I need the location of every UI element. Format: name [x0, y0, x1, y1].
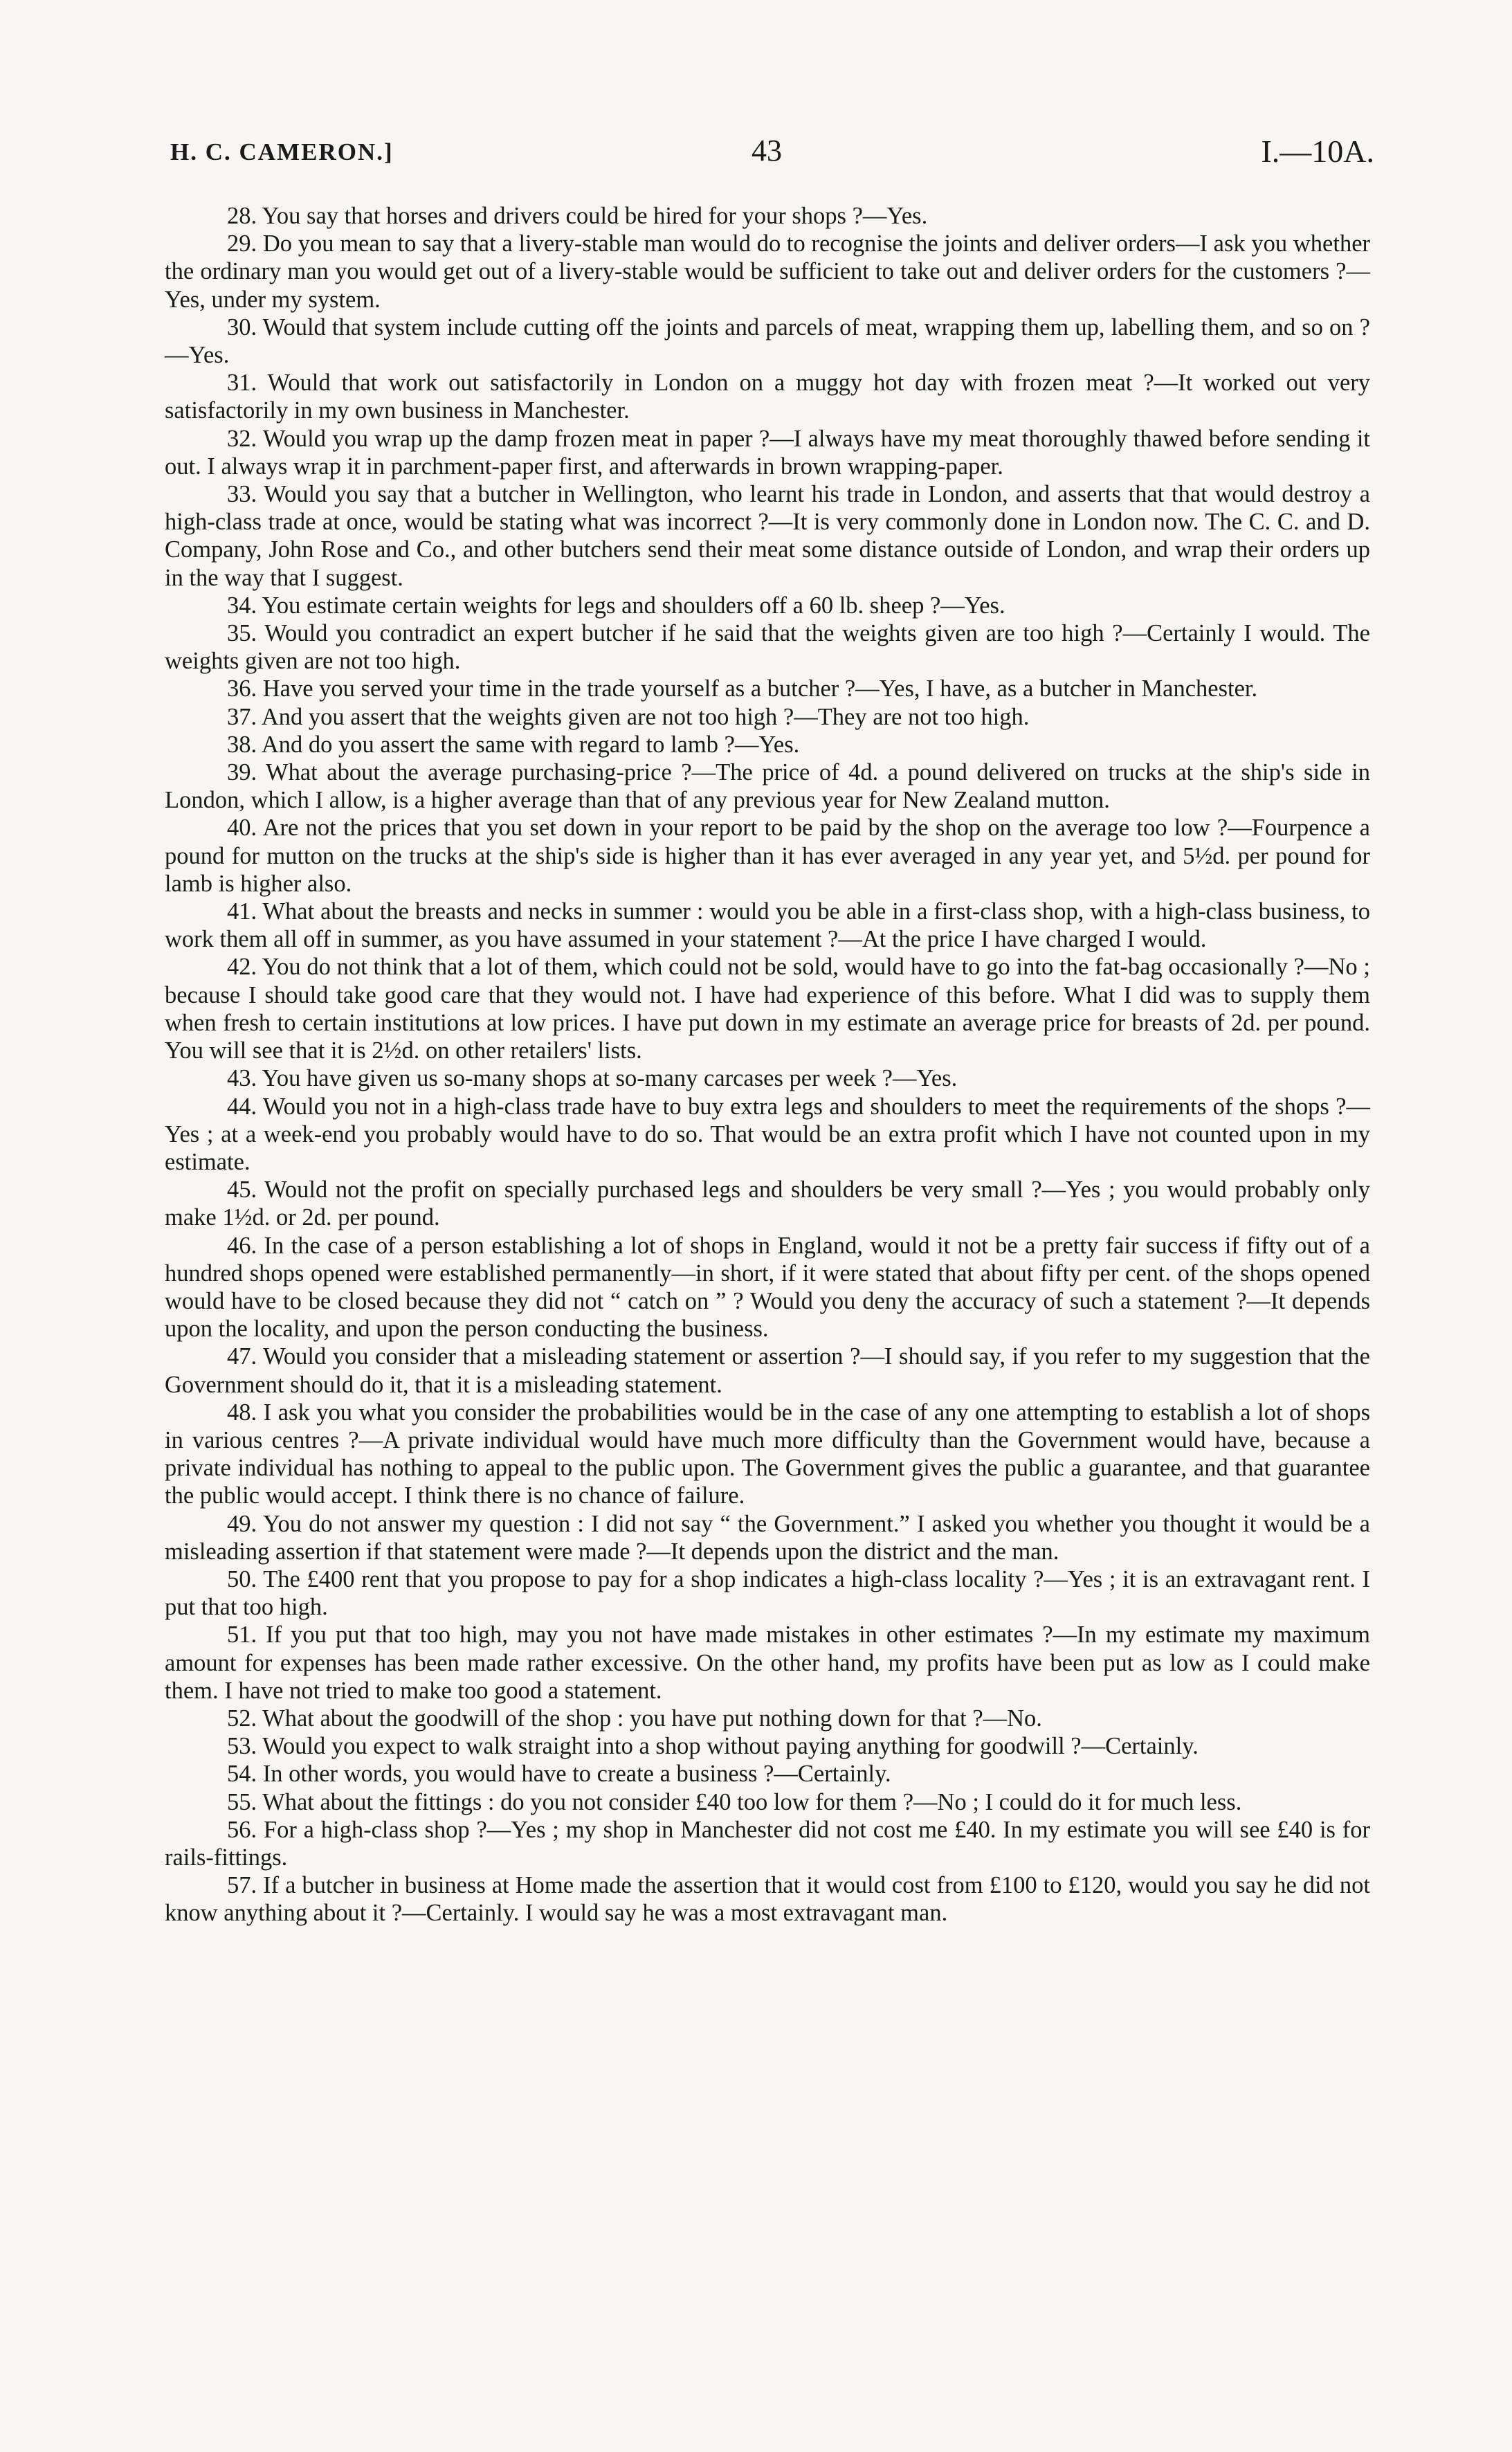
question-54: 54. In other words, you would have to create a business ?—Certainly.: [227, 1761, 891, 1788]
question-39: 39. What about the average purchasing-price ?—The price of 4d. a pound delivered on trucks at the ship's side in London, which I allow, is a higher average than that of any previous year for New Zealand mutton.: [165, 759, 1370, 814]
question-31: 31. Would that work out satisfactorily in London on a muggy hot day with frozen meat ?—It worked out very satisfactorily in my own business in Manchester.: [165, 370, 1370, 424]
question-53: 53. Would you expect to walk straight into a shop without paying anything for goodwill ?—Certainly.: [227, 1733, 1199, 1760]
question-30: 30. Would that system include cutting off the joints and parcels of meat, wrapping them up, labelling them, and so on ?—Yes.: [165, 314, 1370, 369]
question-41: 41. What about the breasts and necks in summer : would you be able in a first-class shop, with a high-class business, to work them all off in summer, as you have assumed in your statement ?—At the price I have charged I would.: [165, 898, 1370, 953]
question-35: 35. Would you contradict an expert butcher if he said that the weights given are too high ?—Certainly I would. The weights given are not too high.: [165, 620, 1370, 675]
document-reference: I.—10A.: [1261, 134, 1374, 169]
question-40: 40. Are not the prices that you set down in your report to be paid by the shop on the average too low ?—Fourpence a pound for mutton on the trucks at the ship's side is higher than it has ever averaged in any year yet, and 5½d. per pound for lamb is higher also.: [165, 815, 1370, 897]
question-46: 46. In the case of a person establishing a lot of shops in England, would it not be a pretty fair success if fifty out of a hundred shops opened were established permanently—in short, if it were stated that about fifty per cent. of the shops opened would have to be closed because they did not “ catch on ” ? Would you deny the accuracy of such a statement ?—It depends upon the locality, and upon the person conducting the business.: [165, 1232, 1370, 1343]
question-51: 51. If you put that too high, may you not have made mistakes in other estimates ?—In my estimate my maximum amount for expenses has been made rather excessive. On the other hand, my profits have been put as low as I could make them. I have not tried to make too good a statement.: [165, 1622, 1370, 1704]
question-50: 50. The £400 rent that you propose to pay for a shop indicates a high-class locality ?—Yes ; it is an extravagant rent. I put that too high.: [165, 1565, 1370, 1621]
witness-name: H. C. CAMERON.]: [170, 138, 394, 165]
testimony-body: [165, 202, 1370, 1927]
question-49: 49. You do not answer my question : I did not say “ the Government.” I asked you whether you thought it would be a misleading assertion if that statement were made ?—It depends upon the district and the man.: [165, 1510, 1370, 1565]
question-29: 29. Do you mean to say that a livery-stable man would do to recognise the joints and deliver orders—I ask you whether the ordinary man you would get out of a livery-stable would be sufficient to take out and deliver orders for the customers ?—Yes, under my system.: [165, 230, 1370, 313]
question-36: 36. Have you served your time in the trade yourself as a butcher ?—Yes, I have, as a butcher in Manchester.: [227, 675, 1258, 702]
question-56: 56. For a high-class shop ?—Yes ; my shop in Manchester did not cost me £40. In my estimate you will see £40 is for rails-fittings.: [165, 1816, 1370, 1871]
question-38: 38. And do you assert the same with regard to lamb ?—Yes.: [227, 731, 800, 758]
question-32: 32. Would you wrap up the damp frozen meat in paper ?—I always have my meat thoroughly thawed before sending it out. I always wrap it in parchment-paper first, and afterwards in brown wrapping-paper.: [165, 425, 1370, 480]
question-34: 34. You estimate certain weights for legs and shoulders off a 60 lb. sheep ?—Yes.: [227, 592, 1005, 619]
question-52: 52. What about the goodwill of the shop : you have put nothing down for that ?—No.: [227, 1705, 1042, 1732]
question-43: 43. You have given us so-many shops at so-many carcases per week ?—Yes.: [227, 1065, 958, 1092]
question-44: 44. Would you not in a high-class trade have to buy extra legs and shoulders to meet the requirements of the shops ?—Yes ; at a week-end you probably would have to do so. That would be an extra profit which I have not counted upon in my estimate.: [165, 1093, 1370, 1175]
question-33: 33. Would you say that a butcher in Wellington, who learnt his trade in London, and asserts that that would destroy a high-class trade at once, would be stating what was incorrect ?—It is very commonly done in London now. The C. C. and D. Company, John Rose and Co., and other butchers send their meat some distance outside of London, and wrap their orders up in the way that I suggest.: [165, 481, 1370, 591]
question-57: 57. If a butcher in business at Home made the assertion that it would cost from £100 to £120, would you say he did not know anything about it ?—Certainly. I would say he was a most extravagant man.: [165, 1872, 1370, 1927]
page-header: [170, 133, 1374, 174]
question-47: 47. Would you consider that a misleading statement or assertion ?—I should say, if you refer to my suggestion that the Government should do it, that it is a misleading statement.: [165, 1343, 1370, 1398]
question-37: 37. And you assert that the weights given are not too high ?—They are not too high.: [227, 703, 1030, 730]
question-42: 42. You do not think that a lot of them, which could not be sold, would have to go into the fat-bag occasionally ?—No ; because I should take good care that they would not. I have had experience of this before. What I did was to supply them when fresh to certain institutions at low prices. I have put down in my estimate an average price for breasts of 2d. per pound. You will see that it is 2½d. on other retailers' lists.: [165, 954, 1370, 1064]
question-55: 55. What about the fittings : do you not consider £40 too low for them ?—No ; I could do it for much less.: [227, 1788, 1242, 1815]
question-45: 45. Would not the profit on specially purchased legs and shoulders be very small ?—Yes ; you would probably only make 1½d. or 2d. per pound.: [165, 1177, 1370, 1231]
question-28: 28. You say that horses and drivers could be hired for your shops ?—Yes.: [227, 203, 928, 229]
question-48: 48. I ask you what you consider the probabilities would be in the case of any one attempting to establish a lot of shops in various centres ?—A private individual would have much more difficulty than the Government would have, because a private individual has nothing to appeal to the public upon. The Government gives the public a guarantee, and that guarantee the public would accept. I think there is no chance of failure.: [165, 1399, 1370, 1509]
page-number: 43: [752, 134, 782, 167]
